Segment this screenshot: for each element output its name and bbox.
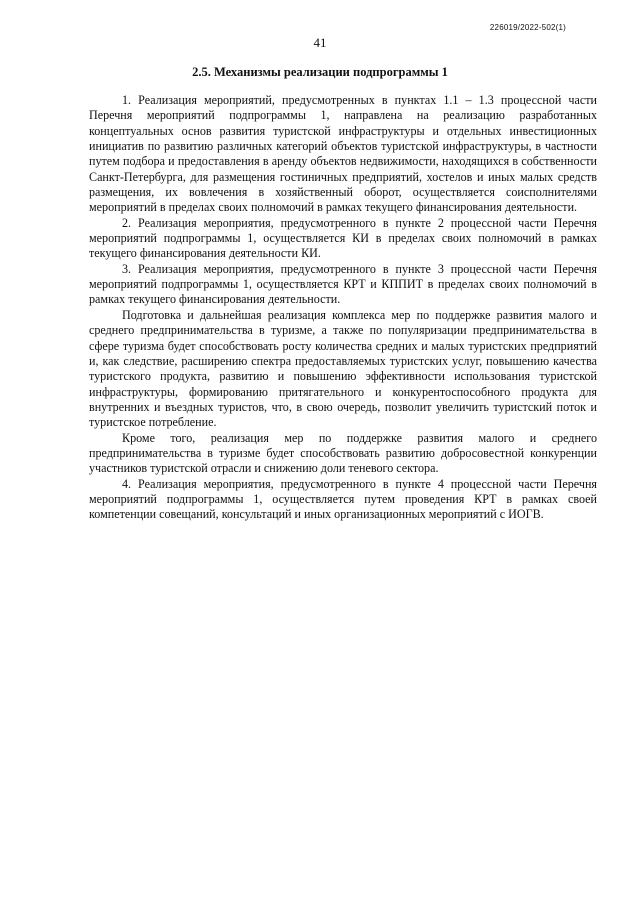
paragraph-6: 4. Реализация мероприятия, предусмотренного в пункте 4 процессной части Перечня мероприятий подпрограммы 1, осуществляется путем проведения КРТ в рамках своей компетенции совещаний, консультаций и иных организационных мероприятий с ИОГВ. <box>89 476 597 522</box>
document-body <box>89 93 597 523</box>
paragraph-2: 2. Реализация мероприятия, предусмотренного в пункте 2 процессной части Перечня мероприятий подпрограммы 1, осуществляется КИ в пределах своих полномочий в рамках текущего финансирования деятельности КИ. <box>89 215 597 261</box>
paragraph-3: 3. Реализация мероприятия, предусмотренного в пункте 3 процессной части Перечня мероприятий подпрограммы 1, осуществляется КРТ и КППИТ в пределах своих полномочий в рамках текущего финансирования деятельности. <box>89 261 597 307</box>
section-heading: 2.5. Механизмы реализации подпрограммы 1 <box>192 65 448 79</box>
document-id: 226019/2022-502(1) <box>489 23 566 32</box>
paragraph-4: Подготовка и дальнейшая реализация комплекса мер по поддержке развития малого и среднего предпринимательства в туризме, а также по популяризации предпринимательства в сфере туризма будет способствовать росту количества средних и малых туристских предприятий и, как следствие, расширению спектра предоставляемых туристских услуг, повышению качества туристского продукта, развитию и повышению эффективности использования туристской инфраструктуры, формированию притягательного и конкурентоспособного продукта для внутренних и въездных туристов, что, в свою очередь, позволит увеличить туристский поток и туристское потребление. <box>89 307 597 430</box>
page-number: 41 <box>313 35 327 50</box>
paragraph-5: Кроме того, реализация мер по поддержке развития малого и среднего предпринимательства в туризме будет способствовать развитию добросовестной конкуренции участников туристской отрасли и снижению доли теневого сектора. <box>89 430 597 476</box>
paragraph-1: 1. Реализация мероприятий, предусмотренных в пунктах 1.1 – 1.3 процессной части Перечня мероприятий подпрограммы 1, направлена на реализацию разработанных концептуальных основ развития туристской инфраструктуры и отдельных инвестиционных инициатив по развитию различных категорий объектов туристской инфраструктуры, в частности путем подбора и предоставления в аренду объектов недвижимости, находящихся в собственности Санкт-Петербурга, для размещения гостиничных предприятий, хостелов и иных малых средств размещения, их вовлечения в хозяйственный оборот, осуществляется соисполнителями мероприятий в пределах своих полномочий в рамках текущего финансирования деятельности. <box>89 93 597 215</box>
